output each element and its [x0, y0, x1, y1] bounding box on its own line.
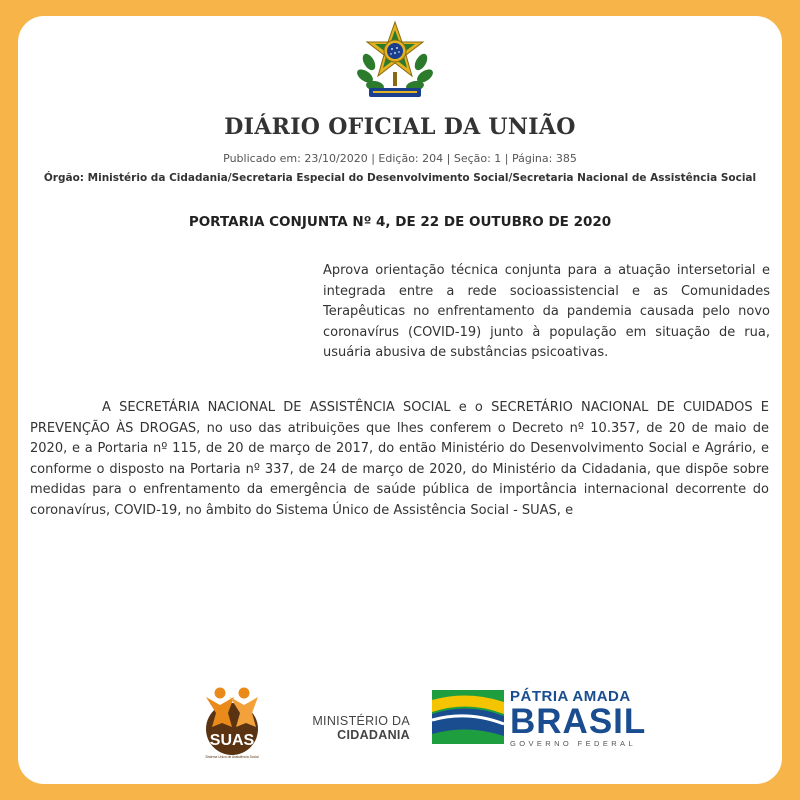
- suas-logo-text: SUAS: [209, 732, 255, 749]
- patria-amada-brasil-logo: [510, 688, 646, 749]
- publication-info: Publicado em: 23/10/2020 | Edição: 204 | Seção: 1 | Página: 385: [223, 152, 577, 165]
- suas-logo-icon: [198, 683, 266, 763]
- ministry-logo: [312, 714, 410, 742]
- ministry-line2: CIDADANIA: [337, 728, 410, 742]
- organ-line: Órgão: Ministério da Cidadania/Secretaria Especial do Desenvolvimento Social/Secretaria Nacional de Assistência Social: [43, 172, 757, 184]
- slogan-line1: PÁTRIA AMADA: [510, 688, 631, 705]
- slogan-line3: GOVERNO FEDERAL: [510, 739, 637, 748]
- suas-logo-subtext: Sistema Único de Assistência Social: [205, 755, 259, 759]
- coat-of-arms-icon: [355, 18, 435, 102]
- body-paragraph: A SECRETÁRIA NACIONAL DE ASSISTÊNCIA SOCIAL e o SECRETÁRIO NACIONAL DE CUIDADOS E PREVENÇÃO ÀS DROGAS, no uso das atribuições que lhes conferem o Decreto nº 10.357, de 20 de maio de 2020, e a Portaria nº 115, de 20 de março de 2017, do então Ministério do Desenvolvimento Social e Agrário, e conforme o disposto na Portaria nº 337, de 24 de março de 2020, do Ministério da Cidadania, que dispõe sobre medidas para o enfrentamento da emergência de saúde pública de importância internacional decorrente do coronavírus, COVID-19, no âmbito do Sistema Único de Assistência Social - SUAS, e: [30, 400, 769, 518]
- slogan-line2: BRASIL: [510, 702, 647, 741]
- page-title: DIÁRIO OFICIAL DA UNIÃO: [224, 114, 576, 140]
- ementa-paragraph: Aprova orientação técnica conjunta para a atuação intersetorial e integrada entre a rede socioassistencial e as Comunidades Terapêuticas no enfrentamento da pandemia causada pelo novo coronavírus (COVID-19) junto à população em situação de rua, usuária abusiva de substâncias psicoativas.: [323, 263, 770, 360]
- ministry-line1: MINISTÉRIO DA: [312, 714, 410, 728]
- portaria-title: PORTARIA CONJUNTA Nº 4, DE 22 DE OUTUBRO DE 2020: [188, 214, 612, 230]
- brazil-flag-icon: [432, 690, 504, 744]
